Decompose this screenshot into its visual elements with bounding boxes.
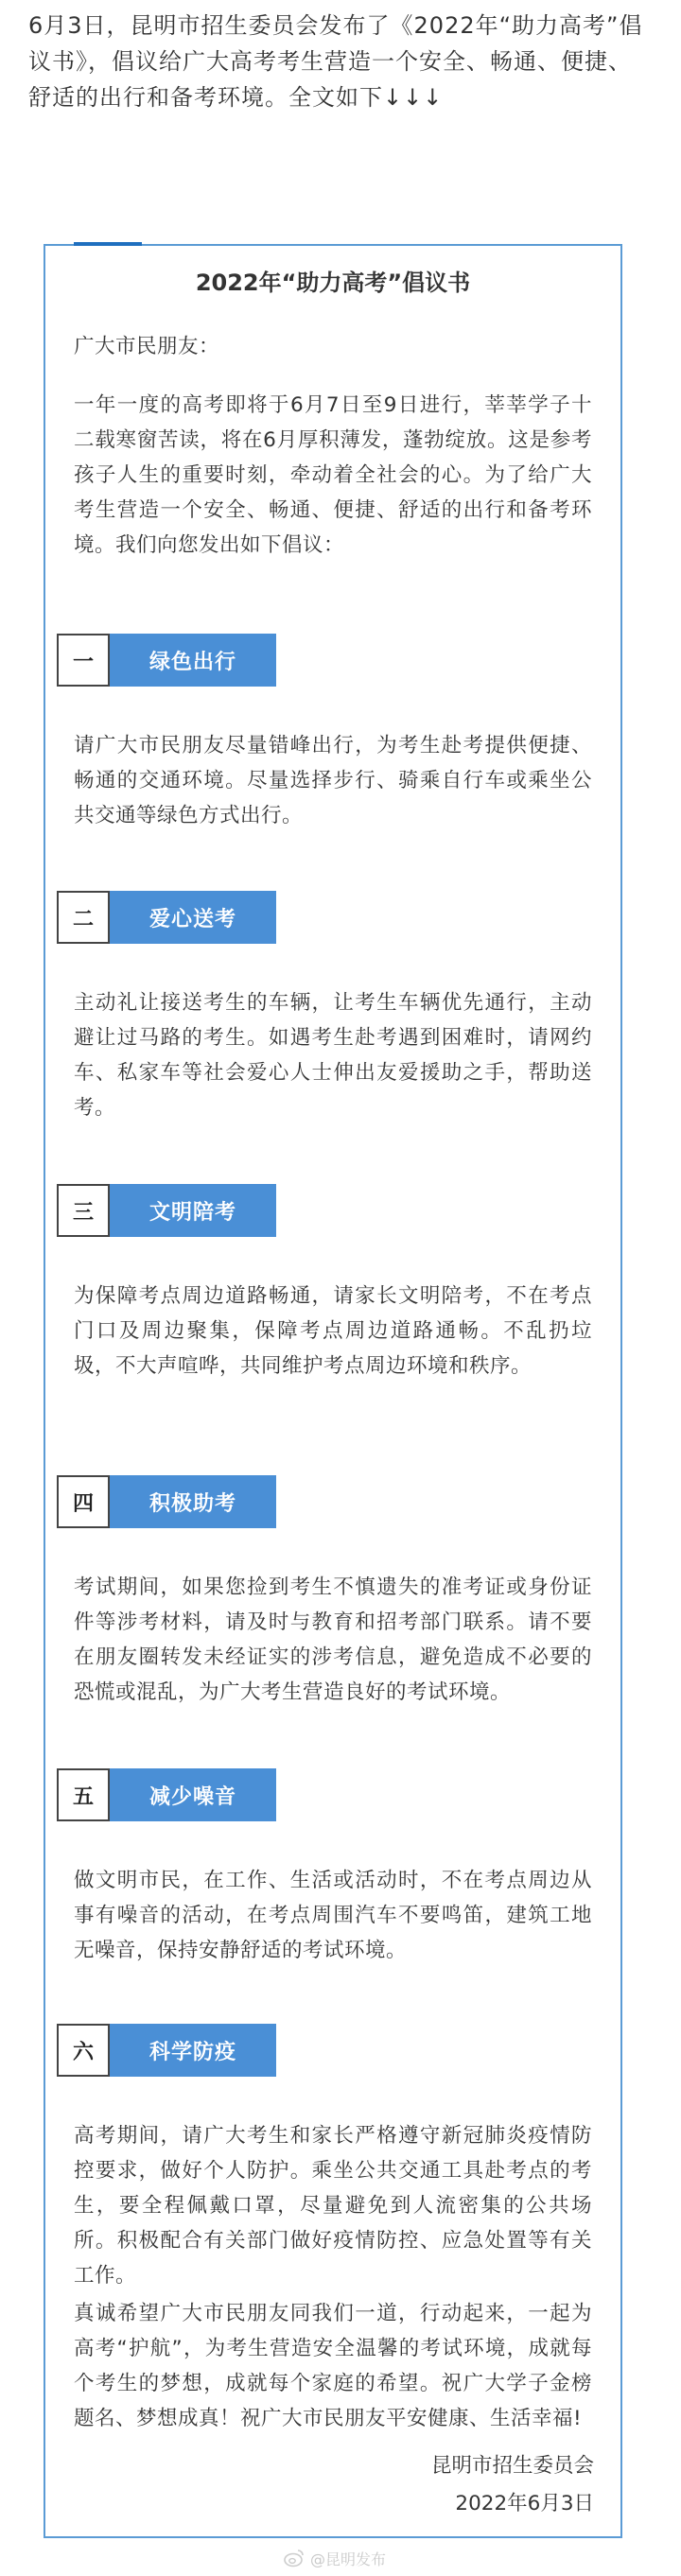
section-text-4: 考试期间，如果您捡到考生不慎遗失的准考证或身份证件等涉考材料，请及时与教育和招考部门联系。请不要在朋友圈转发未经证实的涉考信息，避免造成不必要的恐慌或混乱，为广大考生营造良好的考试环境。 [74, 1575, 592, 1704]
section-number: 六 [57, 2024, 110, 2077]
signature-date: 2022年6月3日 [455, 2492, 594, 2515]
signature: 昆明市招生委员会 [430, 2454, 594, 2478]
section-text-3: 为保障考点周边道路畅通，请家长文明陪考，不在考点门口及周边聚集，保障考点周边道路通畅。不乱扔垃圾，不大声喧哗，共同维护考点周边环境和秩序。 [74, 1284, 592, 1378]
section-label: 科学防疫 [110, 2024, 276, 2077]
section-heading-4 [57, 1475, 276, 1528]
closing-paragraph: 真诚希望广大市民朋友同我们一道，行动起来，一起为高考“护航”，为考生营造安全温馨的考试环境，成就每个考生的梦想，成就每个家庭的希望。祝广大学子金榜题名、梦想成真！祝广大市民朋友平安健康、生活幸福! [74, 2302, 592, 2430]
section-label: 文明陪考 [110, 1184, 276, 1237]
section-heading-1 [57, 634, 276, 687]
proposal-title: 2022年“助力高考”倡议书 [195, 270, 471, 296]
section-label: 积极助考 [110, 1475, 276, 1528]
section-heading-3 [57, 1184, 276, 1237]
weibo-logo-icon [284, 2549, 305, 2567]
section-label: 爱心送考 [110, 891, 276, 944]
section-number: 二 [57, 891, 110, 944]
greeting: 广大市民朋友： [74, 335, 220, 358]
section-number: 四 [57, 1475, 110, 1528]
section-text-6: 高考期间，请广大考生和家长严格遵守新冠肺炎疫情防控要求，做好个人防护。乘坐公共交通工具赴考点的考生，要全程佩戴口罩，尽量避免到人流密集的公共场所。积极配合有关部门做好疫情防控、应急处置等有关工作。 [74, 2124, 592, 2288]
section-text-5: 做文明市民，在工作、生活或活动时，不在考点周边从事有噪音的活动，在考点周围汽车不要鸣笛，建筑工地无噪音，保持安静舒适的考试环境。 [74, 1869, 592, 1962]
section-number: 一 [57, 634, 110, 687]
watermark-text: @昆明发布 [310, 2550, 387, 2568]
section-number: 五 [57, 1768, 110, 1821]
section-heading-5 [57, 1768, 276, 1821]
intro-text: 6月3日，昆明市招生委员会发布了《2022年“助力高考”倡议书》，倡议给广大高考考生营造一个安全、畅通、便捷、舒适的出行和备考环境。全文如下↓↓↓ [28, 12, 643, 111]
section-label: 绿色出行 [110, 634, 276, 687]
opening-paragraph: 一年一度的高考即将于6月7日至9日进行，莘莘学子十二载寒窗苦读，将在6月厚积薄发，蓬勃绽放。这是参考孩子人生的重要时刻，牵动着全社会的心。为了给广大考生营造一个安全、畅通、便捷、舒适的出行和备考环境。我们向您发出如下倡议： [74, 393, 592, 557]
watermark [284, 2546, 386, 2570]
section-heading-6 [57, 2024, 276, 2077]
section-heading-2 [57, 891, 276, 944]
proposal-card [44, 244, 622, 2538]
section-number: 三 [57, 1184, 110, 1237]
section-text-1: 请广大市民朋友尽量错峰出行，为考生赴考提供便捷、畅通的交通环境。尽量选择步行、骑乘自行车或乘坐公共交通等绿色方式出行。 [74, 734, 592, 827]
card-accent-bar [74, 242, 142, 246]
section-label: 减少噪音 [110, 1768, 276, 1821]
section-text-2: 主动礼让接送考生的车辆，让考生车辆优先通行，主动避让过马路的考生。如遇考生赴考遇到困难时，请网约车、私家车等社会爱心人士伸出友爱援助之手，帮助送考。 [74, 991, 592, 1120]
